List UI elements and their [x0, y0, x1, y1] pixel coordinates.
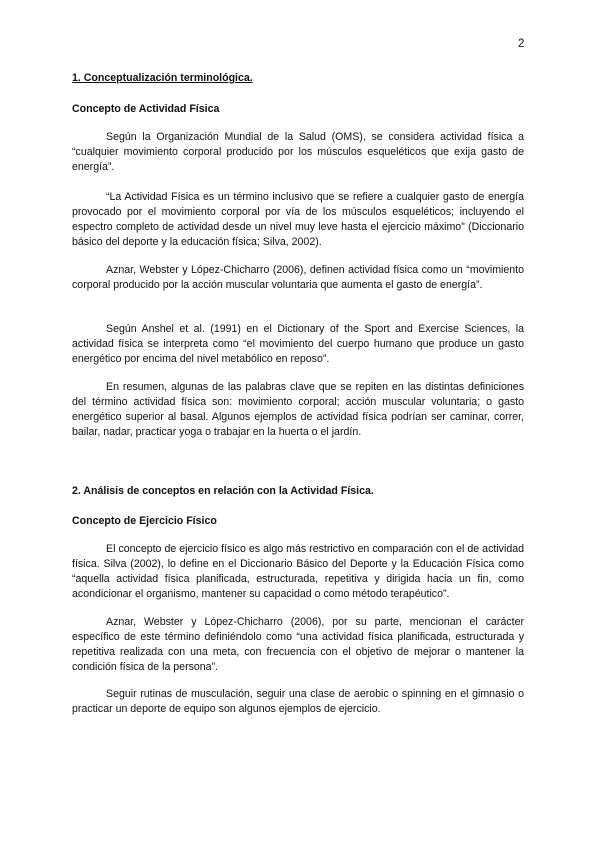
section-2-title: 2. Análisis de conceptos en relación con la Actividad Física.	[72, 485, 374, 497]
section-2-subtitle: Concepto de Ejercicio Físico	[72, 515, 217, 527]
paragraph-aznar-definition: Aznar, Webster y López-Chicharro (2006), definen actividad física como un “movimiento corporal producido por la acción muscular voluntaria que aumenta el gasto de energía”.	[72, 264, 524, 291]
paragraph-exercise-examples: Seguir rutinas de musculación, seguir una clase de aerobic o spinning en el gimnasio o practicar un deporte de equipo son algunos ejemplos de ejercicio.	[72, 688, 524, 715]
paragraph-anshel-definition: Según Anshel et al. (1991) en el Dictionary of the Sport and Exercise Sciences, la actividad física se interpreta como “el movimiento del cuerpo humano que produce un gasto energético por encima del nivel metabólico en reposo”.	[72, 323, 524, 365]
section-1-subtitle: Concepto de Actividad Física	[72, 103, 220, 115]
section-1-title: 1. Conceptualización terminológica.	[72, 72, 253, 84]
paragraph-oms-definition: Según la Organización Mundial de la Salud (OMS), se considera actividad física a “cualquier movimiento corporal producido por los músculos esqueléticos que exija gasto de energía”.	[72, 131, 524, 173]
paragraph-exercise-definition: El concepto de ejercicio físico es algo más restrictivo en comparación con el de actividad física. Silva (2002), lo define en el Diccionario Básico del Deporte y la Educación Física como “aquella actividad física planificada, estructurada, repetitiva y dirigida hacia un fin, como acondicionar el organismo, mantener su capacidad o como método terapéutico”.	[72, 543, 524, 600]
page-number: 2	[518, 38, 525, 50]
paragraph-inclusive-term: “La Actividad Física es un término inclusivo que se refiere a cualquier gasto de energía provocado por el movimiento corporal por vía de los músculos esqueléticos; incluyendo el espectro completo de actividad desde un nivel muy leve hasta el ejercicio máximo” (Diccionario básico del deporte y la educación física; Silva, 2002).	[72, 191, 524, 248]
paragraph-aznar-exercise: Aznar, Webster y López-Chicharro (2006), por su parte, mencionan el carácter específico de este término definiéndolo como “una actividad física planificada, estructurada y repetitiva realizada con una meta, con frecuencia con el objetivo de mejorar o mantener la condición física de la persona”.	[72, 616, 524, 673]
paragraph-summary: En resumen, algunas de las palabras clave que se repiten en las distintas definiciones del término actividad física son: movimiento corporal; acción muscular voluntaria; o gasto energético superior al basal. Algunos ejemplos de actividad física podrían ser caminar, correr, bailar, nadar, practicar yoga o trabajar en la huerta o el jardín.	[72, 381, 524, 438]
